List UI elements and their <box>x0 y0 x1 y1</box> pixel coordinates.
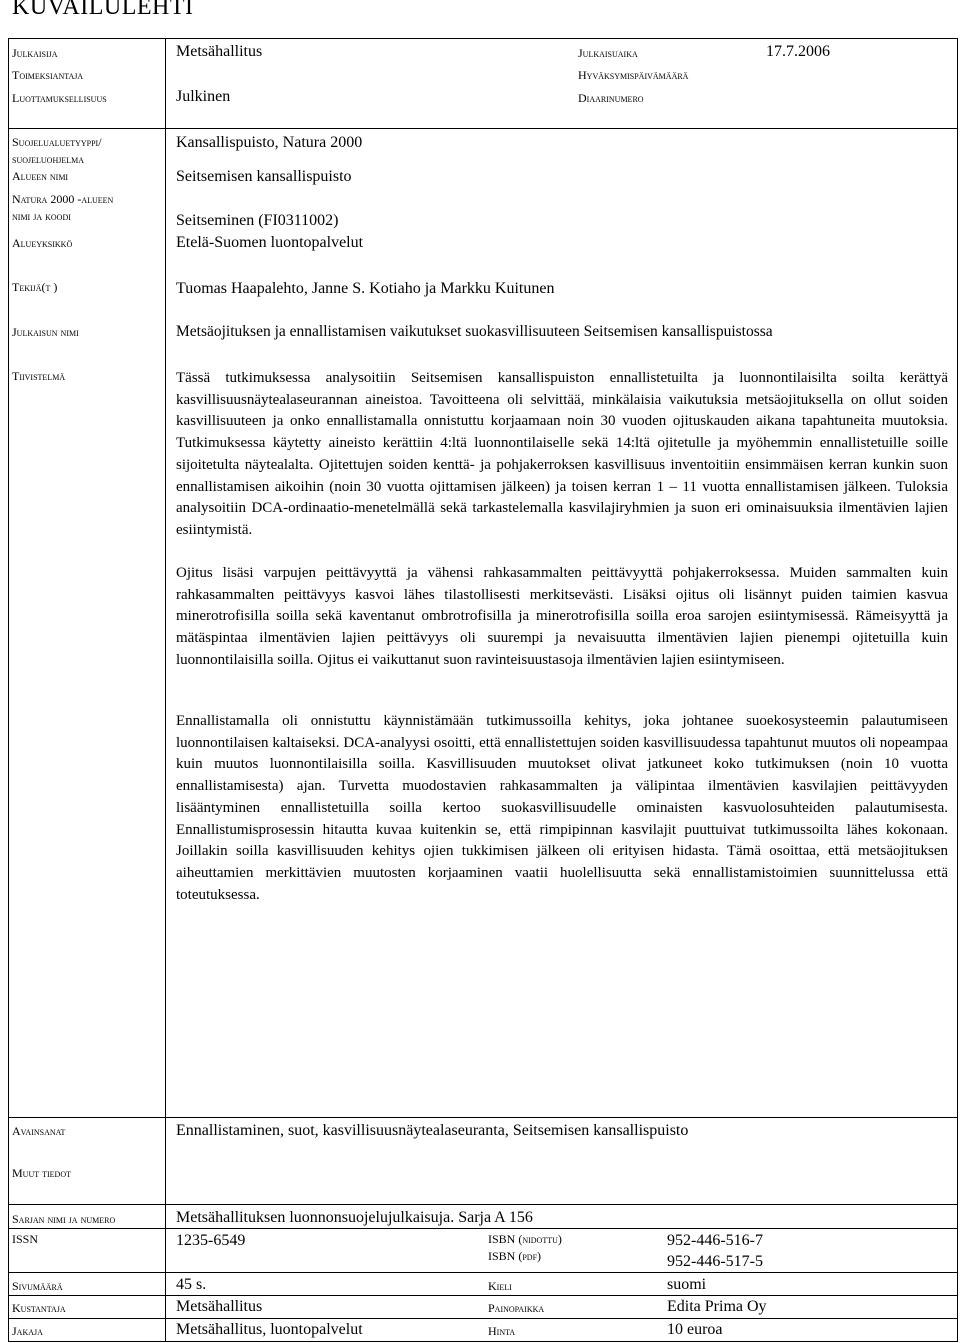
tekijat-label: Tekijä(t ) <box>12 280 58 294</box>
muut-tiedot-label: Muut tiedot <box>12 1166 71 1180</box>
frame-bottom-line <box>8 1341 958 1342</box>
kustantaja-label: Kustantaja <box>12 1301 66 1315</box>
natura-label-1: Natura 2000 -alueen <box>12 192 114 206</box>
tiivistelma-paragraph-2: Ojitus lisäsi varpujen peittävyyttä ja vähensi rahkasammalten peittävyyttä pohjakerroksessa. Muiden sammalten kuin rahkasammalten peittävyys kasvoi lähes tilastollisesti merkitsevästi. Lisäksi ojitus oli lisännyt puiden taimien kasvua minerotrofisilla soilla sekä kaventanut ombrotrofisilla ja minerotrofisilla soilla eroa sarojen esiintymisessä. Rämeisyyttä ja mätäspintaa ilmentävien lajien peittävyys oli suurempi ja nevaisuutta ilmentävien lajien pienempi ojitetuilla kuin luonnontilaisilla soilla. Ojitus ei vaikuttanut suon ravinteisuustasoja ilmentävien lajien esiintymiseen. <box>176 565 948 668</box>
frame-left-line <box>8 38 9 1342</box>
frame-top-line <box>8 38 958 39</box>
sarja-label: Sarjan nimi ja numero <box>12 1212 116 1226</box>
meta-divider-line <box>8 128 958 129</box>
luottamuksellisuus-value: Julkinen <box>176 88 231 105</box>
luottamuksellisuus-label: Luottamuksellisuus <box>12 91 107 105</box>
sivumaara-value: 45 s. <box>176 1276 207 1293</box>
diaarinumero-label: Diaarinumero <box>578 91 644 105</box>
row-line-jakaja <box>8 1318 958 1319</box>
julkaisun-nimi-value: Metsäojituksen ja ennallistamisen vaikutukset suokasvillisuuteen Seitsemisen kansallispuistossa <box>176 323 773 340</box>
jakaja-label: Jakaja <box>12 1324 43 1338</box>
hyvaksymispvm-label: Hyväksymispäivämäärä <box>578 68 689 82</box>
natura-value: Seitseminen (FI0311002) <box>176 212 339 229</box>
issn-value: 1235-6549 <box>176 1232 246 1249</box>
painopaikka-value: Edita Prima Oy <box>667 1298 767 1315</box>
row-line-sivumaara <box>8 1272 958 1273</box>
kustantaja-value: Metsähallitus <box>176 1298 263 1315</box>
hinta-label: Hinta <box>488 1324 516 1338</box>
hinta-value: 10 euroa <box>667 1321 723 1338</box>
toimeksiantaja-label: Toimeksiantaja <box>12 68 84 82</box>
row-line-issn <box>8 1228 958 1229</box>
kieli-value: suomi <box>667 1276 707 1293</box>
label-column-line <box>165 38 166 1342</box>
isbn-pdf-value: 952-446-517-5 <box>667 1253 763 1270</box>
isbn-nidottu-value: 952-446-516-7 <box>667 1232 763 1249</box>
row-line-kustantaja <box>8 1295 958 1296</box>
jakaja-value: Metsähallitus, luontopalvelut <box>176 1321 363 1338</box>
document-title: KUVAILULEHTI <box>12 0 194 20</box>
row-line-sarja <box>8 1204 958 1205</box>
natura-label-2: nimi ja koodi <box>12 209 71 223</box>
isbn-nidottu-label: ISBN (nidottu) <box>488 1232 562 1246</box>
painopaikka-label: Painopaikka <box>488 1301 545 1315</box>
kieli-label: Kieli <box>488 1279 512 1293</box>
sivumaara-label: Sivumäärä <box>12 1279 63 1293</box>
julkaisun-nimi-label: Julkaisun nimi <box>12 325 79 339</box>
julkaisuaika-label: Julkaisuaika <box>578 46 638 60</box>
suojelualuetyyppi-label-2: suojeluohjelma <box>12 152 84 166</box>
tiivistelma-paragraph-3: Ennallistamalla oli onnistuttu käynnistämään tutkimussoilla kehitys, joka johtanee suoekosysteemin palautumiseen luonnontilaisen kaltaiseksi. DCA-analyysi osoitti, että ennallistettujen soiden kasvillisuudessa tapahtunut muutos oli nopeampaa kuin muutos luonnontilaisilla soilla. Kasvillisuuden muutokset olivat jatkuneet koko tutkimuksen (noin 10 vuotta ennallistamisesta) ajan. Turvetta muodostavien rahkasammalten ja välipintaa ilmentävien kasvilajien peittävyyden lisääntyminen ennallistetuilla soilla kertoo suokasvillisuudelle ominaisten kasvuolosuhteiden palautumisesta. Ennallistumisprosessin hitautta kuvaa kuitenkin se, että rimpipinnan kasvilajit puuttuivat tutkimussoilta lähes kokonaan. Joillakin soilla kasvillisuuden kehitys ojien tukkimisen jälkeen oli erityisen hidasta. Tämä osoittaa, että metsäojituksen aiheuttamien merkittävien muutosten korjaaminen vaatii huolellisuutta sekä ennallistamistoimien suunnittelussa että toteutuksessa. <box>176 713 948 903</box>
footer-divider-line <box>8 1117 958 1118</box>
frame-right-line <box>957 38 958 1342</box>
avainsanat-label: Avainsanat <box>12 1124 66 1138</box>
suojelualuetyyppi-value: Kansallispuisto, Natura 2000 <box>176 134 363 151</box>
suojelualuetyyppi-label-1: Suojelualuetyyppi/ <box>12 135 102 149</box>
alueyksikko-label: Alueyksikkö <box>12 236 73 250</box>
avainsanat-value: Ennallistaminen, suot, kasvillisuusnäytealaseuranta, Seitsemisen kansallispuisto <box>176 1122 689 1139</box>
issn-label: ISSN <box>12 1232 39 1246</box>
tiivistelma-label: Tiivistelmä <box>12 369 66 383</box>
julkaisija-value: Metsähallitus <box>176 43 263 60</box>
alueen-nimi-label: Alueen nimi <box>12 169 69 183</box>
julkaisuaika-value: 17.7.2006 <box>766 43 830 60</box>
alueyksikko-value: Etelä-Suomen luontopalvelut <box>176 234 364 251</box>
sarja-value: Metsähallituksen luonnonsuojelujulkaisuja. Sarja A 156 <box>176 1209 533 1226</box>
tekijat-value: Tuomas Haapalehto, Janne S. Kotiaho ja Markku Kuitunen <box>176 280 555 297</box>
julkaisija-label: Julkaisija <box>12 46 58 60</box>
isbn-pdf-label: ISBN (pdf) <box>488 1249 542 1263</box>
tiivistelma-paragraph-1: Tässä tutkimuksessa analysoitiin Seitsemisen kansallispuiston ennallistetuilta ja luonnontilaisilta soilta kerättyä kasvillisuusnäytealaseurannan aineistoa. Tavoitteena oli selvittää, minkälaisia vaikutuksia metsäojituksella on ollut soiden kasvillisuuteen ja onko ennallistamalla onnistuttu korjaamaan noin 30 vuoden ojituskauden aikana tapahtuneita muutoksia. Tutkimuksessa käytetty aineisto kerättiin 4:ltä luonnontilaiselle sekä 14:ltä ojitetulle ja myöhemmin ennallistetuille soille sijoitetulta näytealalta. Ojitettujen soiden kenttä- ja pohjakerroksen kasvillisuus inventoitiin ensimmäisen kerran kunkin suon ennallistamisen aikoihin (noin 30 vuotta ojittamisen jälkeen) ja toisen kerran 1 – 11 vuotta ennallistamisen jälkeen. Tuloksia analysoitiin DCA-ordinaatio-menetelmällä sekä tarkastelemalla kasvilajiryhmien ja suon eri ominaisuuksia ilmentävien lajien esiintymistä. <box>176 370 948 538</box>
alueen-nimi-value: Seitsemisen kansallispuisto <box>176 168 352 185</box>
